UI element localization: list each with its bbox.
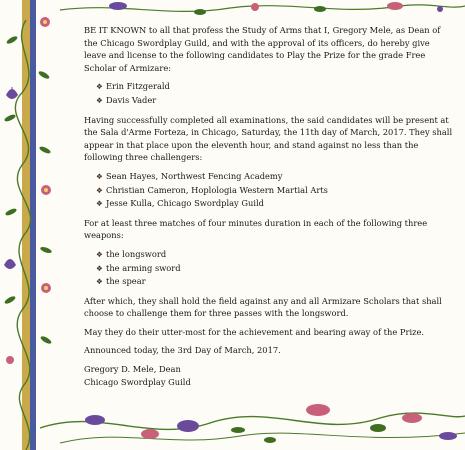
list-item: ❖ Davis Vader [96,94,454,108]
list-item: ❖ Sean Hayes, Northwest Fencing Academy [96,170,454,184]
left-floral-border [0,0,60,450]
scholars-paragraph: After which, they shall hold the field against any and all Armizare Scholars that shall choose to challenge them for three passes with the longsword. [84,295,442,319]
signature-name: Gregory D. Mele, Dean [84,364,181,375]
signature-org: Chicago Swordplay Guild [84,376,191,387]
signature-block [84,363,454,388]
diamond-bullet-icon: ❖ [96,249,103,259]
list-item: ❖ the longsword [96,248,454,262]
diamond-bullet-icon: ❖ [96,95,103,105]
diamond-bullet-icon: ❖ [96,171,103,181]
diamond-bullet-icon: ❖ [96,199,103,209]
diamond-bullet-icon: ❖ [96,277,103,287]
candidate-list [84,80,454,107]
weapons-intro-paragraph: For at least three matches of four minutes duration in each of the following three weapons: [84,217,428,241]
diamond-bullet-icon: ❖ [96,82,103,92]
top-floral-border [0,0,465,22]
intro-paragraph: BE IT KNOWN to all that profess the Study of Arms that I, Gregory Mele, as Dean of the Chicago Swordplay Guild, and with the approval of its officers, do hereby give leave and license to the following candidates to Play the Prize for the grade Free Scholar of Armizare: [84,25,441,73]
blue-bar [30,0,36,450]
list-item: ❖ Jesse Kulla, Chicago Swordplay Guild [96,197,454,211]
blessing-paragraph: May they do their utter-most for the achievement and bearing away of the Prize. [84,326,425,337]
list-item: ❖ Christian Cameron, Hoplologia Western Martial Arts [96,184,454,198]
weapon-list [84,248,454,289]
diamond-bullet-icon: ❖ [96,185,103,195]
proclamation-document [84,24,454,388]
list-item: ❖ the spear [96,275,454,289]
announcement-line: Announced today, the 3rd Day of March, 2017. [84,345,281,356]
list-item: ❖ Erin Fitzgerald [96,80,454,94]
bottom-floral-border [0,388,465,450]
challenger-list [84,170,454,211]
diamond-bullet-icon: ❖ [96,263,103,273]
examinations-paragraph: Having successfully completed all examinations, the said candidates will be present at the Sala d'Arme Forteza, in Chicago, Saturday, the 11th day of March, 2017. They shall appear in that place upon the eleventh hour, and stand against no less than the following three challengers: [84,114,453,163]
list-item: ❖ the arming sword [96,262,454,276]
